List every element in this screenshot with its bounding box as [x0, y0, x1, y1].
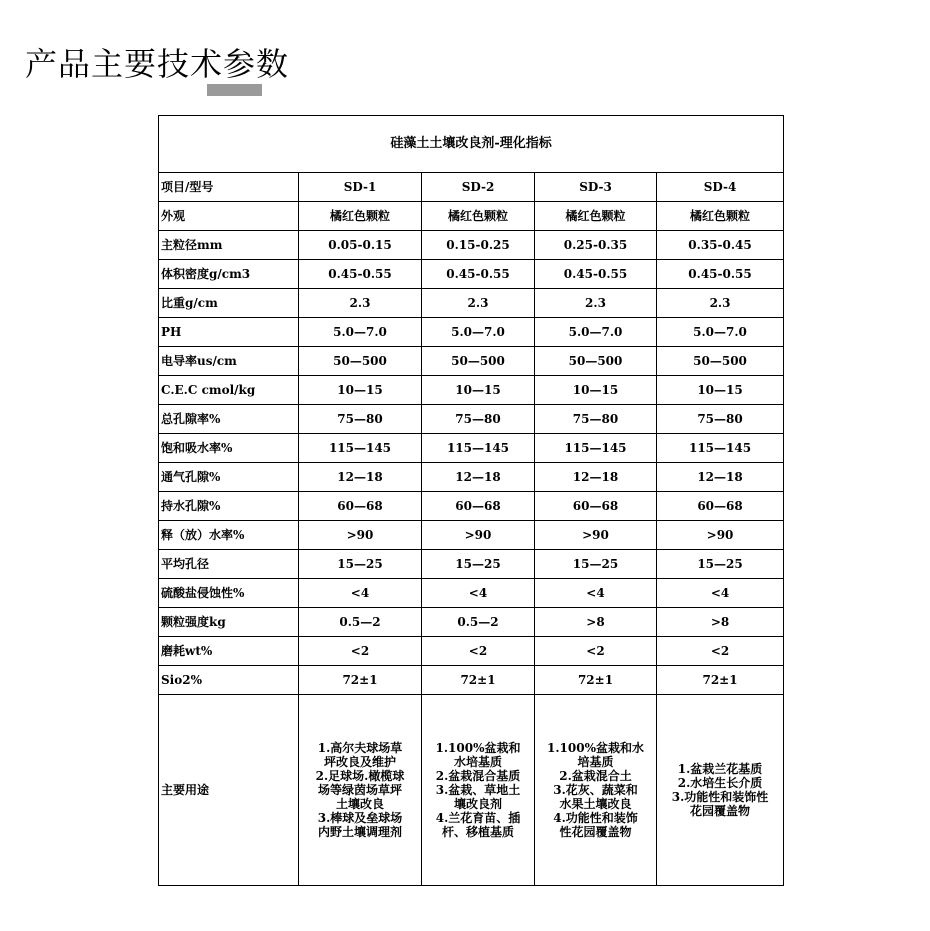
row-label: 体积密度g/cm3	[159, 260, 299, 289]
usage-line: 2.足球场.橄榄球	[315, 769, 405, 783]
table-cell: 50—500	[299, 347, 422, 376]
table-caption-row	[159, 116, 784, 173]
usage-text	[547, 741, 644, 839]
table-cell: 10—15	[657, 376, 784, 405]
model-header: SD-1	[299, 173, 422, 202]
table-cell: 15—25	[657, 550, 784, 579]
table-cell: >8	[535, 608, 657, 637]
table-cell: 10—15	[299, 376, 422, 405]
usage-line: 3.功能性和装饰性	[671, 790, 769, 804]
usage-line: 内野土壤调理剂	[317, 825, 402, 839]
table-cell: 0.05-0.15	[299, 231, 422, 260]
row-label: 磨耗wt%	[159, 637, 299, 666]
table-row	[159, 463, 784, 492]
header-label: 项目/型号	[159, 173, 299, 202]
table-cell: >90	[535, 521, 657, 550]
table-row	[159, 260, 784, 289]
table-cell: 50—500	[422, 347, 535, 376]
usage-line: 壤改良剂	[453, 797, 502, 811]
usage-line: 3.盆栽、草地土	[435, 783, 521, 797]
usage-line: 2.盆栽混合基质	[435, 769, 521, 783]
table-cell: 12—18	[657, 463, 784, 492]
table-cell: 115—145	[535, 434, 657, 463]
row-label: 硫酸盐侵蚀性%	[159, 579, 299, 608]
table-cell: 60—68	[422, 492, 535, 521]
usage-cell	[535, 695, 657, 886]
usage-line: 3.棒球及垒球场	[317, 811, 403, 825]
table-row	[159, 289, 784, 318]
table-cell: 橘红色颗粒	[535, 202, 657, 231]
table-cell: 75—80	[299, 405, 422, 434]
table-cell: 15—25	[299, 550, 422, 579]
row-label: C.E.C cmol/kg	[159, 376, 299, 405]
usage-cell	[299, 695, 422, 886]
table-cell: 0.5—2	[422, 608, 535, 637]
usage-line: 2.水培生长介质	[677, 776, 763, 790]
row-label: 持水孔隙%	[159, 492, 299, 521]
usage-line: 4.功能性和装饰	[553, 811, 638, 825]
table-cell: 60—68	[535, 492, 657, 521]
row-label: 主粒径mm	[159, 231, 299, 260]
table-cell: 5.0—7.0	[535, 318, 657, 347]
table-cell: 0.25-0.35	[535, 231, 657, 260]
row-label: 平均孔径	[159, 550, 299, 579]
table-cell: <2	[422, 637, 535, 666]
usage-line: 1.高尔夫球场草	[317, 741, 403, 755]
table-cell: 50—500	[535, 347, 657, 376]
table-cell: 0.35-0.45	[657, 231, 784, 260]
usage-line: 2.盆栽混合土	[559, 769, 632, 783]
usage-line: 水果土壤改良	[559, 797, 632, 811]
usage-line: 1.100%盆栽和水	[547, 741, 644, 755]
table-cell: 72±1	[657, 666, 784, 695]
model-header: SD-3	[535, 173, 657, 202]
table-cell: 0.15-0.25	[422, 231, 535, 260]
table-cell: 2.3	[299, 289, 422, 318]
table-cell: 115—145	[299, 434, 422, 463]
table-cell: 2.3	[422, 289, 535, 318]
row-label: 饱和吸水率%	[159, 434, 299, 463]
table-cell: 75—80	[535, 405, 657, 434]
table-cell: 50—500	[657, 347, 784, 376]
table-row	[159, 637, 784, 666]
row-label: 释（放）水率%	[159, 521, 299, 550]
table-cell: <4	[535, 579, 657, 608]
table-cell: 10—15	[535, 376, 657, 405]
table-cell: 12—18	[299, 463, 422, 492]
row-label: 电导率us/cm	[159, 347, 299, 376]
usage-line: 杆、移植基质	[441, 825, 514, 839]
table-row	[159, 434, 784, 463]
table-cell: 60—68	[299, 492, 422, 521]
table-cell: 72±1	[422, 666, 535, 695]
spec-table	[158, 115, 784, 886]
usage-line: 1.盆栽兰花基质	[677, 762, 763, 776]
usage-label: 主要用途	[159, 695, 299, 886]
table-row	[159, 492, 784, 521]
row-label: 颗粒强度kg	[159, 608, 299, 637]
table-cell: 0.45-0.55	[657, 260, 784, 289]
usage-cell	[422, 695, 535, 886]
table-cell: <4	[299, 579, 422, 608]
usage-cell	[657, 695, 784, 886]
usage-line: 3.花灰、蔬菜和	[553, 783, 638, 797]
table-cell: 2.3	[535, 289, 657, 318]
table-cell: 橘红色颗粒	[299, 202, 422, 231]
usage-text	[436, 741, 521, 839]
table-cell: 0.5—2	[299, 608, 422, 637]
table-header-row	[159, 173, 784, 202]
usage-row	[159, 695, 784, 886]
table-cell: 5.0—7.0	[299, 318, 422, 347]
table-row	[159, 550, 784, 579]
table-cell: <2	[299, 637, 422, 666]
table-row	[159, 579, 784, 608]
table-cell: 10—15	[422, 376, 535, 405]
table-cell: 75—80	[657, 405, 784, 434]
row-label: Sio2%	[159, 666, 299, 695]
row-label: 通气孔隙%	[159, 463, 299, 492]
table-cell: 115—145	[422, 434, 535, 463]
usage-line: 水培基质	[453, 755, 502, 769]
table-cell: >90	[657, 521, 784, 550]
table-cell: 12—18	[535, 463, 657, 492]
table-row	[159, 231, 784, 260]
usage-line: 坪改良及维护	[323, 755, 396, 769]
table-cell: 75—80	[422, 405, 535, 434]
table-cell: 72±1	[535, 666, 657, 695]
table-row	[159, 521, 784, 550]
model-header: SD-4	[657, 173, 784, 202]
row-label: 总孔隙率%	[159, 405, 299, 434]
table-cell: 15—25	[422, 550, 535, 579]
table-cell: <2	[657, 637, 784, 666]
usage-line: 土壤改良	[335, 797, 384, 811]
usage-line: 花园覆盖物	[690, 804, 751, 818]
table-cell: 0.45-0.55	[535, 260, 657, 289]
usage-line: 场等绿茵场草坪	[317, 783, 402, 797]
table-cell: 60—68	[657, 492, 784, 521]
table-cell: 0.45-0.55	[299, 260, 422, 289]
table-cell: 0.45-0.55	[422, 260, 535, 289]
row-label: PH	[159, 318, 299, 347]
table-row	[159, 318, 784, 347]
table-cell: 12—18	[422, 463, 535, 492]
table-row	[159, 666, 784, 695]
table-row	[159, 202, 784, 231]
usage-text	[316, 741, 405, 839]
table-cell: 5.0—7.0	[657, 318, 784, 347]
table-row	[159, 376, 784, 405]
usage-line: 1.100%盆栽和	[435, 741, 521, 755]
table-cell: >90	[422, 521, 535, 550]
table-cell: 橘红色颗粒	[422, 202, 535, 231]
table-cell: <4	[657, 579, 784, 608]
title-underline-bar	[207, 84, 262, 96]
usage-text	[672, 762, 769, 818]
table-cell: 5.0—7.0	[422, 318, 535, 347]
usage-line: 培基质	[577, 755, 614, 769]
table-cell: 72±1	[299, 666, 422, 695]
table-cell: >90	[299, 521, 422, 550]
table-cell: <2	[535, 637, 657, 666]
table-cell: 橘红色颗粒	[657, 202, 784, 231]
table-row	[159, 405, 784, 434]
page-title: 产品主要技术参数	[25, 45, 290, 83]
table-row	[159, 347, 784, 376]
table-cell: 2.3	[657, 289, 784, 318]
usage-line: 4.兰花育苗、插	[435, 811, 521, 825]
table-row	[159, 608, 784, 637]
table-cell: 115—145	[657, 434, 784, 463]
row-label: 外观	[159, 202, 299, 231]
table-cell: >8	[657, 608, 784, 637]
table-caption: 硅藻土土壤改良剂-理化指标	[159, 116, 784, 173]
table-cell: 15—25	[535, 550, 657, 579]
model-header: SD-2	[422, 173, 535, 202]
table-cell: <4	[422, 579, 535, 608]
row-label: 比重g/cm	[159, 289, 299, 318]
usage-line: 性花园覆盖物	[559, 825, 632, 839]
